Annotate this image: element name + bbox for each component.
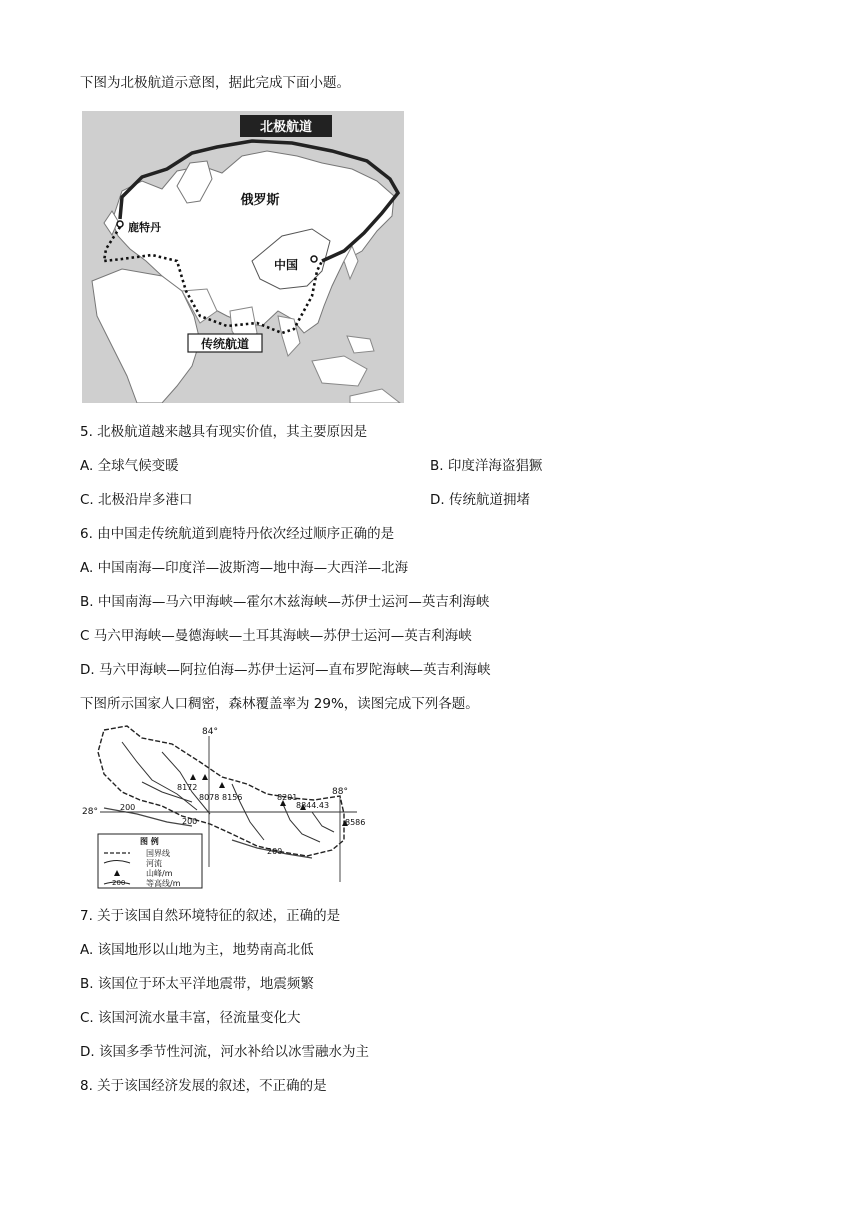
lat-28-label: 28° — [82, 807, 98, 817]
contour-label-1: 200 — [120, 803, 136, 812]
rotterdam-point — [117, 221, 123, 227]
q5-option-a: A. 全球气候变暖 — [80, 458, 179, 474]
q5-option-b: B. 印度洋海盗猖獗 — [430, 458, 543, 474]
china-port-point — [311, 256, 317, 262]
legend-title: 图 例 — [140, 837, 159, 846]
q6-option-d: D. 马六甲海峡—阿拉伯海—苏伊士运河—直布罗陀海峡—英吉利海峡 — [80, 662, 491, 678]
q5-stem: 5. 北极航道越来越具有现实价值，其主要原因是 — [80, 424, 368, 440]
contour-label-3: 200 — [267, 847, 283, 856]
lon-84-label: 84° — [202, 727, 218, 737]
legend-contour: 等高线/m — [146, 879, 181, 888]
legend-contour-value: 200 — [112, 879, 126, 887]
intro-arctic-route: 下图为北极航道示意图，据此完成下面小题。 — [80, 75, 350, 91]
q7-option-a: A. 该国地形以山地为主，地势南高北低 — [80, 942, 314, 958]
q8-stem: 8. 关于该国经济发展的叙述，不正确的是 — [80, 1078, 327, 1094]
peak-label-5: 8844.43 — [296, 801, 330, 810]
q5-option-d: D. 传统航道拥堵 — [430, 492, 530, 508]
arctic-route-map — [82, 111, 404, 403]
peak-label-2: 8078 — [199, 793, 220, 802]
peak-marker — [190, 774, 196, 780]
peak-marker — [202, 774, 208, 780]
peak-label-6: 8586 — [345, 818, 366, 827]
legend-peak: 山峰/m — [146, 869, 173, 878]
contour-label-2: 200 — [182, 817, 198, 826]
map-label-china: 中国 — [273, 258, 299, 272]
q7-option-b: B. 该国位于环太平洋地震带，地震频繁 — [80, 976, 314, 992]
map-label-traditional-route: 传统航道 — [200, 337, 250, 351]
intro-country-map: 下图所示国家人口稠密，森林覆盖率为 29%，读图完成下列各题。 — [80, 696, 479, 712]
q5-option-c: C. 北极沿岸多港口 — [80, 492, 193, 508]
q6-option-b: B. 中国南海—马六甲海峡—霍尔木兹海峡—苏伊士运河—英吉利海峡 — [80, 594, 490, 610]
q7-option-c: C. 该国河流水量丰富，径流量变化大 — [80, 1010, 301, 1026]
q7-option-d: D. 该国多季节性河流，河水补给以冰雪融水为主 — [80, 1044, 369, 1060]
peak-label-1: 8172 — [177, 783, 198, 792]
country-map — [82, 722, 372, 892]
peak-label-4: 8201 — [277, 793, 298, 802]
lon-88-label: 88° — [332, 787, 348, 797]
map-label-arctic-route: 北极航道 — [259, 120, 313, 135]
legend-border: 国界线 — [146, 849, 170, 858]
q6-option-c: C 马六甲海峡—曼德海峡—土耳其海峡—苏伊士运河—英吉利海峡 — [80, 628, 472, 644]
peak-marker — [219, 782, 225, 788]
q6-stem: 6. 由中国走传统航道到鹿特丹依次经过顺序正确的是 — [80, 526, 395, 542]
map-label-russia: 俄罗斯 — [240, 193, 280, 208]
map-label-rotterdam: 鹿特丹 — [128, 221, 161, 234]
q6-option-a: A. 中国南海—印度洋—波斯湾—地中海—大西洋—北海 — [80, 560, 409, 576]
peak-label-3: 8156 — [222, 793, 243, 802]
q7-stem: 7. 关于该国自然环境特征的叙述，正确的是 — [80, 908, 341, 924]
legend-river: 河流 — [146, 859, 162, 868]
